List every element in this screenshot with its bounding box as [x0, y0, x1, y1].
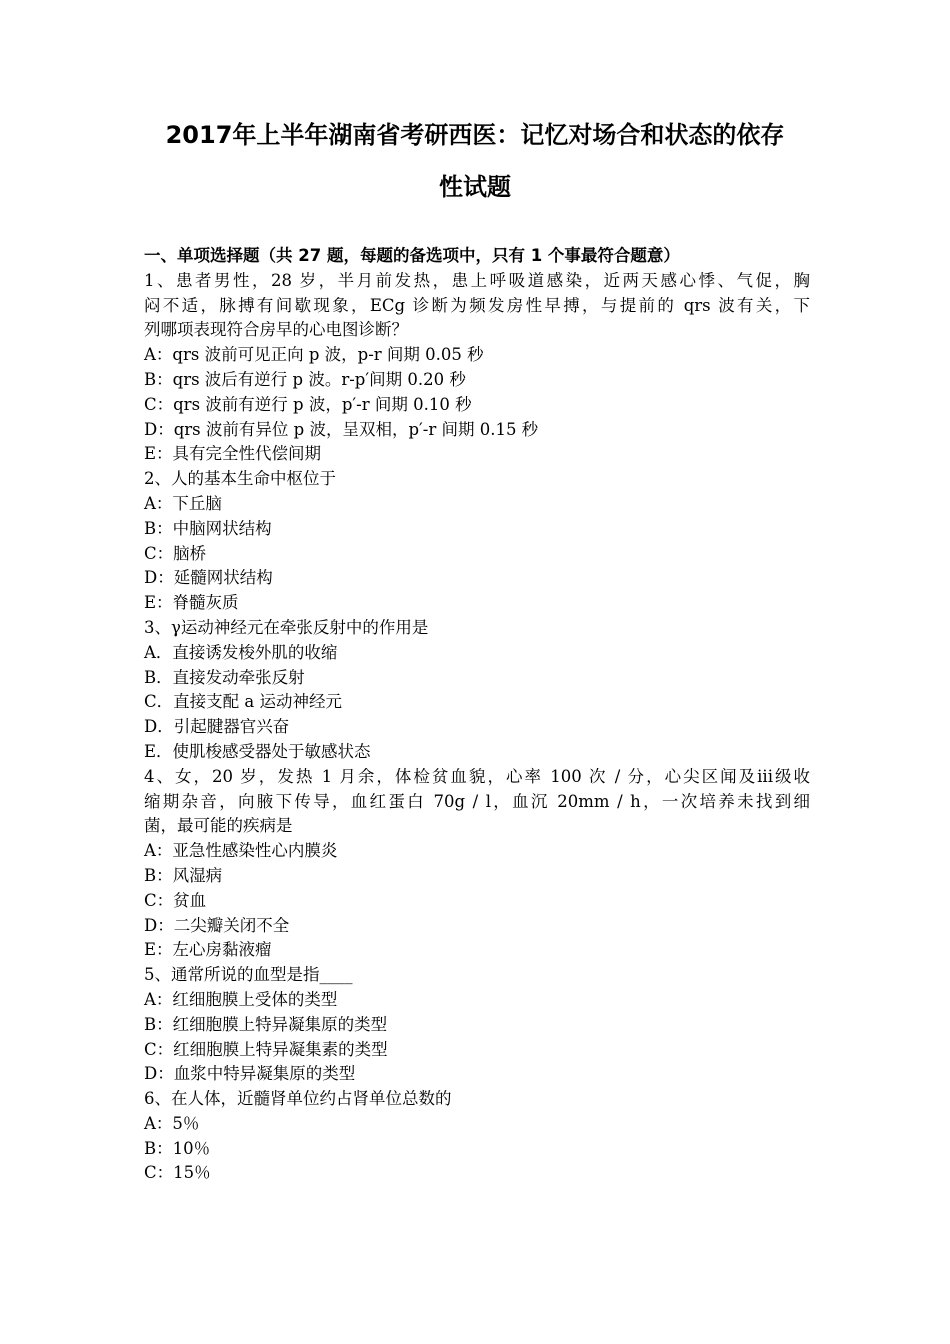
- question-6-option-c: C：15％: [144, 1163, 211, 1183]
- question-3-option-e: E．使肌梭感受器处于敏感状态: [144, 741, 371, 761]
- question-5-option-d: D：血浆中特异凝集原的类型: [144, 1064, 356, 1084]
- question-6-option-a: A：5％: [144, 1113, 200, 1133]
- question-2-option-e: E：脊髓灰质: [144, 593, 239, 613]
- question-1-text-line-2: 闷不适，脉搏有间歇现象，ECg 诊断为频发房性早搏，与提前的 qrs 波有关，下: [144, 295, 810, 315]
- question-4-option-a: A：亚急性感染性心内膜炎: [144, 841, 338, 861]
- question-3-text: 3、γ运动神经元在牵张反射中的作用是: [144, 617, 429, 637]
- question-1-option-e: E：具有完全性代偿间期: [144, 444, 322, 464]
- question-2-option-b: B：中脑网状结构: [144, 518, 272, 538]
- question-3-option-d: D．引起腱器官兴奋: [144, 717, 290, 737]
- question-6-text: 6、在人体，近髓肾单位约占肾单位总数的: [144, 1089, 452, 1109]
- question-1-option-c: C：qrs 波前有逆行 p 波，p′-r 间期 0.10 秒: [144, 394, 472, 414]
- question-4-option-c: C：贫血: [144, 890, 207, 910]
- question-5-option-c: C：红细胞膜上特异凝集素的类型: [144, 1039, 388, 1059]
- question-1-text-line-1: 1、患者男性，28 岁，半月前发热，患上呼吸道感染，近两天感心悸、气促，胸: [144, 270, 810, 290]
- question-3-option-c: C．直接支配 a 运动神经元: [144, 692, 342, 712]
- document-title-line-2: 性试题: [439, 173, 511, 201]
- question-4-text-line-3: 菌，最可能的疾病是: [144, 816, 293, 836]
- question-3-option-a: A．直接诱发梭外肌的收缩: [144, 642, 338, 662]
- question-4-text-line-2: 缩期杂音，向腋下传导，血红蛋白 70g / l，血沉 20mm / h，一次培养未找到细: [144, 791, 810, 811]
- question-1-option-d: D：qrs 波前有异位 p 波，呈双相，p′-r 间期 0.15 秒: [144, 419, 539, 439]
- document-body: [144, 244, 810, 1186]
- question-1-text-line-3: 列哪项表现符合房早的心电图诊断？: [144, 320, 408, 340]
- document-title-line-1: 2017年上半年湖南省考研西医：记忆对场合和状态的依存: [165, 121, 785, 149]
- section-heading: 一、单项选择题（共 27 题，每题的备选项中，只有 1 个事最符合题意）: [144, 246, 680, 265]
- question-2-option-d: D：延髓网状结构: [144, 568, 273, 588]
- question-2-text: 2、人的基本生命中枢位于: [144, 469, 336, 489]
- question-5-option-b: B：红细胞膜上特异凝集原的类型: [144, 1014, 388, 1034]
- question-1-option-a: A：qrs 波前可见正向 p 波，p-r 间期 0.05 秒: [144, 345, 484, 365]
- question-4-option-b: B：风湿病: [144, 865, 223, 885]
- question-5-option-a: A：红细胞膜上受体的类型: [144, 989, 338, 1009]
- question-5-text: 5、通常所说的血型是指____: [144, 965, 353, 985]
- question-1-option-b: B：qrs 波后有逆行 p 波。r-p′间期 0.20 秒: [144, 369, 466, 389]
- question-2-option-c: C：脑桥: [144, 543, 207, 563]
- question-6-option-b: B：10％: [144, 1138, 211, 1158]
- question-2-option-a: A：下丘脑: [144, 493, 222, 513]
- question-4-text-line-1: 4、女，20 岁，发热 1 月余，体检贫血貌，心率 100 次 / 分，心尖区闻及iii级收: [144, 766, 810, 786]
- question-3-option-b: B．直接发动牵张反射: [144, 667, 305, 687]
- question-4-option-d: D：二尖瓣关闭不全: [144, 915, 290, 935]
- question-4-option-e: E：左心房黏液瘤: [144, 940, 272, 960]
